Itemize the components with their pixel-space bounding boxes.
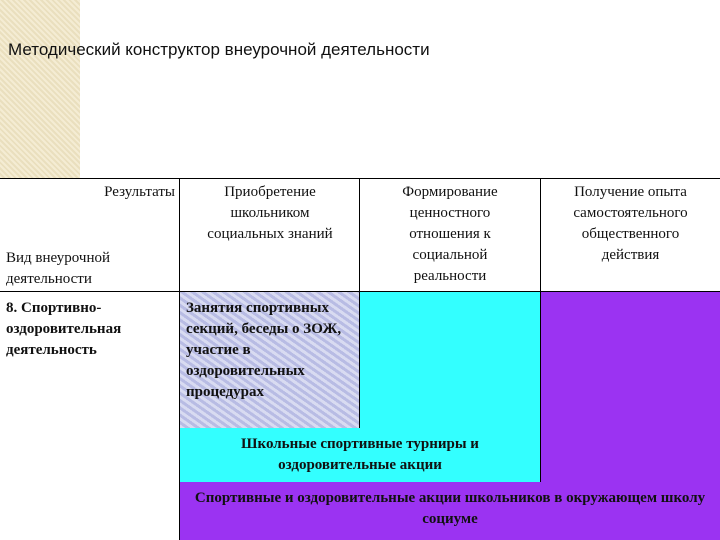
column-divider-1 xyxy=(179,178,180,540)
column-divider-2 xyxy=(359,178,360,428)
header-bottom-border xyxy=(0,291,720,292)
level1-text: Занятия спортивных секций, беседы о ЗОЖ, участие в оздоровительных процедурах xyxy=(186,300,342,400)
results-label: Результаты xyxy=(104,184,175,200)
column-header-1: Приобретение школьником социальных знаний xyxy=(207,184,333,242)
table-top-border xyxy=(0,178,720,179)
decorative-strip xyxy=(0,0,80,178)
page-title: Методический конструктор внеурочной деятельности xyxy=(8,40,430,59)
activity-type-label: Вид внеурочной деятельности xyxy=(6,250,111,287)
activity-name: 8. Спортивно-оздоровительная деятельность xyxy=(6,300,122,358)
level2-text: Школьные спортивные турниры и оздоровительные акции xyxy=(241,436,479,473)
level3-column-cell xyxy=(541,292,720,482)
level3-text: Спортивные и оздоровительные акции школьников в окружающем школу социуме xyxy=(194,490,706,527)
column-divider-3 xyxy=(540,178,541,482)
column-header-2: Формирование ценностного отношения к социальной реальности xyxy=(402,184,498,284)
column-header-3: Получение опыта самостоятельного общественного действия xyxy=(573,184,688,263)
level2-column-cell xyxy=(360,292,541,428)
